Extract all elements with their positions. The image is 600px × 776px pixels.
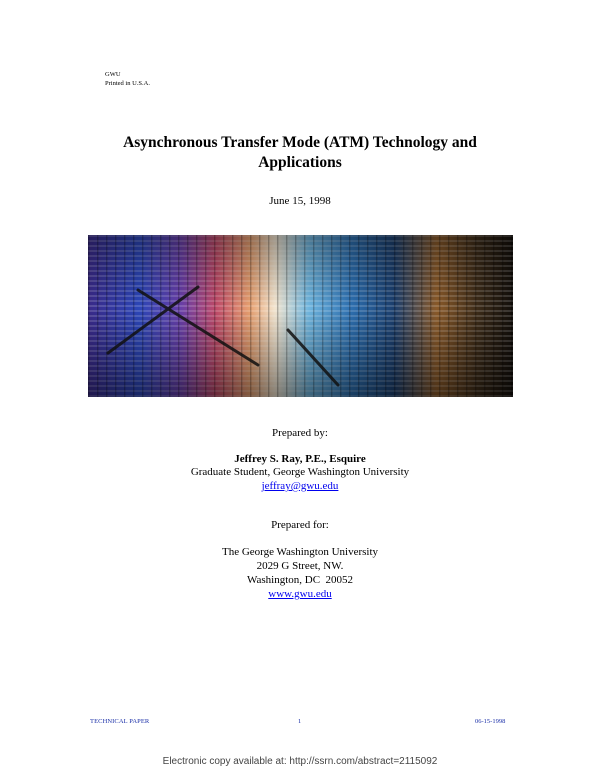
prepared-by-label: Prepared by: (272, 427, 328, 439)
document-title (0, 133, 600, 173)
title-line-2: Applications (258, 154, 342, 171)
document-header (105, 71, 150, 88)
author-affiliation: Graduate Student, George Washington University (190, 466, 410, 478)
header-printed: Printed in U.S.A. (105, 79, 150, 87)
header-org: GWU (105, 71, 121, 78)
footer-page-number: 1 (298, 718, 302, 725)
prepared-for-label: Prepared for: (271, 519, 329, 531)
banner-image (88, 235, 513, 397)
email-link[interactable]: jeffray@gwu.edu (261, 480, 339, 492)
website-link[interactable]: www.gwu.edu (268, 588, 332, 600)
author-name: Jeffrey S. Ray, P.E., Esquire (234, 453, 366, 465)
client-city: Washington, DC 20052 (246, 574, 354, 586)
client-org: The George Washington University (221, 546, 379, 558)
client-street: 2029 G Street, NW. (256, 560, 344, 572)
ssrn-note: Electronic copy available at: http://ssrn.com/abstract=2115092 (162, 756, 438, 767)
title-line-1: Asynchronous Transfer Mode (ATM) Technology and (123, 134, 477, 151)
client-website (0, 587, 600, 602)
author-email (0, 479, 600, 494)
footer-date: 06-15-1998 (475, 718, 506, 725)
footer-doc-type: TECHNICAL PAPER (90, 718, 150, 725)
document-date: June 15, 1998 (269, 195, 331, 207)
